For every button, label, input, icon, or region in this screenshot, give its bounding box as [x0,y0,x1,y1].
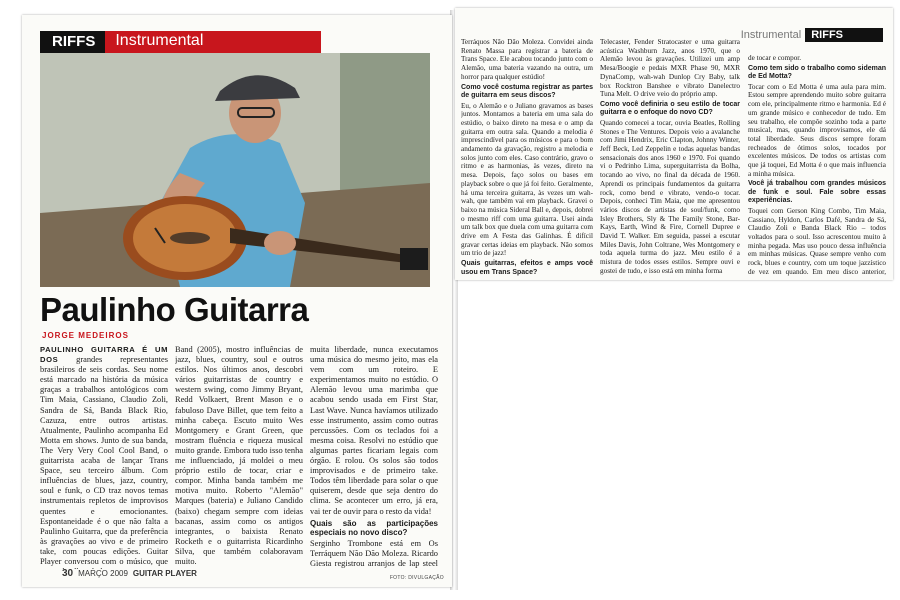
page-footer [62,568,197,579]
right-column-2 [600,38,740,276]
intro-text: grandes representantes brasileiros de seis cordas. Seu nome está marcado na história da música graças a trabalhos antológicos com Tim Maia, Cassiano, Claudio Zoli, Sandra de Sá, Banda Black Rio, Cazuza, entre outros artistas. Atualmente, Paulinho acompanha Ed Motta em shows. Junto de sua banda, The Very Very Cool Cool Band, o guitarrista acaba de lançar Trans Space, seu terceiro álbum. Com influências de blues, jazz, country, soul e funk, o CD traz novos temas instrumentais repletos de improvisos quentes e emocionantes. Espontaneidade é o que não falta a Paulinho Guitarra, que da preferência às gravações ao vivo e de primeiro take, com poucas edições. Guitar Player conversou com o músico, que [40,355,168,566]
section-header [40,31,321,53]
article-column-2 [175,345,303,569]
right-column-1 [461,38,593,276]
riffs-tag: RIFFS [40,31,105,53]
right-answer-5: Toquei com Gerson King Combo, Tim Maia, Cassiano, Hyldon, Carlos Dafé, Sandra de Sá, Claudio Zoli e Banda Black Rio – todos voltados para o soul. Isso acrescentou muito à minha pegada. Mas uso pouco dessa influência em minhas músicas. Quase sempre venho com rock, blues e country, com um toque jazzístico de vez em quando. Em meu disco anterior, [748,206,886,276]
right-col2-text: Telecaster, Fender Stratocaster e uma guitarra acústica Washburn Jazz, anos 1970, que o Alemão levou às gravações. Utilizei um amp Mesa/Boogie e pedais MXR Phase 90, MXR DynaComp, wah-wah Dunlop Cry Baby, talk box Rocktron Banshee e vibrato Danelectro Tuna Melt. O drive veio do próprio amp. [600,38,740,99]
article-title: Paulinho Guitarra [40,291,309,328]
right-question-2: Quais guitarras, efeitos e amps você usou em Trans Space? [461,260,593,276]
right-answer-3: Quando comecei a tocar, ouvia Beatles, Rolling Stones e The Ventures. Depois veio a avalanche com Jimi Hendrix, Eric Clapton, Johnny Winter, Jeff Beck, Led Zeppelin e todas aquelas bandas sensacionais dos anos 1960 e 1970. Foi quando vi o Pedrinho Lima, superguitarrista da Bolha, tocando ao vivo, no final da década de 1960. Aprendi os principais fundamentos da guitarra rock, como bend e vibrato, vendo-o tocar. Depois, conheci Tim Maia, que me apresentou vários discos de artistas de soul/funk, como Isley Brothers, Sly & The Family Stone, Bar-Kays, Earth, Wind & Fire, Cornell Dupree e David T. Walker. Em seguida, passei a escutar Miles Davis, John Coltrane, Wes Montgomery e toda aquela turma do jazz. Meu estilo é a mistura de todos esses estilos. Sempre ouvi e gostei de tudo, e isso está em minha forma [600,118,740,275]
right-question-4: Como tem sido o trabalho como sideman de Ed Motta? [748,64,886,81]
right-answer-4: Tocar com o Ed Motta é uma aula para mim. Estou sempre aprendendo muito sobre guitarra com ele, principalmente ritmo e harmonia. Ed é um grande músico e conhecedor de tudo. Em seu trabalho, ele compõe sozinho toda a parte musical, mas, quando improvisamos, ele dá total liberdade. Seus discos sempre foram recheados de ótimos solos, tocados por excelentes músicos. De todos os artistas com que já toquei, Ed Motta é o que mais influencia a minha música. [748,82,886,178]
right-col3-start: de tocar e compor. [748,54,802,62]
right-question-5: Você já trabalhou com grandes músicos de funk e soul. Fale sobre essas experiências. [748,180,886,205]
right-section-header [741,28,883,42]
photo-credit: FOTO: DIVULGAÇÃO [389,575,444,581]
article-column-1 [40,345,168,569]
right-riffs-tag: RIFFS [805,28,883,42]
answer-1-end: Band (2005), mostro influências de jazz, blues, country, soul e outros estilos. Nos últimos anos, descobri vários guitarristas de country e western swing, como Jimmy Bryant, Redd Volkaert, Brent Mason e o fabuloso Dave Billet, que tem feito a minha cabeça. Escuto muito Wes Montgomery e Grant Green, que mostram fluência e riqueza musical muito grande. Embora tudo isso tenha me influenciado, já moldei o meu próprio estilo de tocar, criar e compor. Minha banda também me motiva muito. Roberto "Alemão" Marques (bateria) e Juliano Candido (baixo) chegam sempre com ideias bacanas, assim como os antigos integrantes, o baixista Renato Rocketh e o guitarrista Ricardinho Silva, que também colaboravam muito. [175,345,303,566]
guitarist-illustration [40,53,430,287]
guitarist-photo [40,53,430,287]
magazine-name: GUITAR PLAYER [132,569,197,578]
right-col1-text: Terráquos Não Dão Moleza. Convidei ainda Renato Massa para registrar a bateria de Trans Space. Ele acabou tocando junto com o Alemão, uma bateria vazando na outra, um horror para qualquer estúdio! [461,38,593,81]
article-column-3 [310,345,438,569]
issue-date: MARÇO 2009 [78,569,128,578]
right-answer-1: Eu, o Alemão e o Juliano gravamos as bases juntos. Montamos a bateria em uma sala do estúdio, o baixo direto na mesa e o amp da guitarra em outra sala. Quando a melodia é imprescindível para os músicos e para o bom andamento da gravação, registro a melodia e solos junto com eles. Caso contrário, gravo o ritmo e as harmonias, às vezes, direto na mesa. Depois, faço solos ou bases em playback sobre o que já foi feito. Geralmente, há uma terceira guitarra, às vezes um wah-wah, que também vai em playback. Gravei o baixo na música Sideral Ball e, depois, dobrei o mesmo riff com uma guitarra. Usei ainda um talk box que duela com uma guitarra com drive em A Festa das Galinhas. É difícil gravar certas ideias em playback. Não somos um trio de jazz! [461,101,593,258]
question-3: Quais são as participações especiais no novo disco? [310,518,438,538]
left-page [22,15,452,587]
page-number: 30 [62,568,74,579]
right-question-3: Como você definiria o seu estilo de tocar guitarra e o enfoque do novo CD? [600,100,740,117]
right-page [455,8,893,280]
right-column-3 [748,54,886,276]
section-title: Instrumental [105,31,321,53]
article-author: JORGE MEDEIROS [42,331,129,340]
answer-3-start: Serginho Trombone está em Os Terráquem Não Dão Moleza. Ricardo Giesta registrou arranjos de lap steel [310,539,438,569]
right-question-1: Como você costuma registrar as partes de guitarra em seus discos? [461,83,593,100]
answer-2-end: muita liberdade, nunca executamos uma música do mesmo jeito, mas ela vem com um roteiro. E experimentamos muito no estúdio. O Alemão levou uma marimba que acabou sendo usada em First Star, Last Wave. Nunca havíamos utilizado esse instrumento, assim como outras percussões. Com os teclados foi a mesma coisa. Resolvi no estúdio que algumas partes ficariam legais com órgão. E rolou. Os solos são todos improvisados e de primeiro take. Todos têm liberdade para solar o que quiserem, desde que seja dentro do clima. Se acontecer um erro, já era, vai ter de ouvir para o resto da vida! [310,345,438,516]
lead-text: PAULINHO GUITARRA É UM DOS [40,345,168,365]
right-section-title: Instrumental [740,29,802,41]
